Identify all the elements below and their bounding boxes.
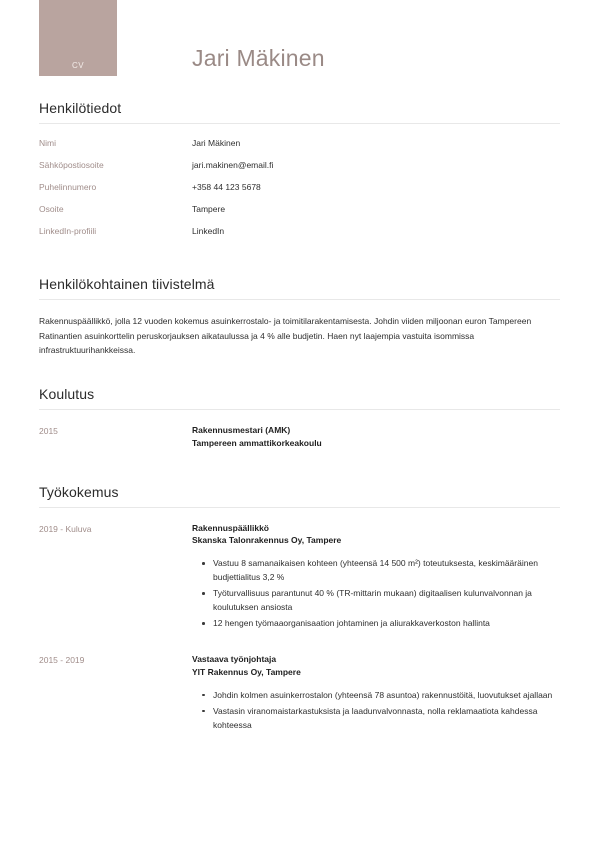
- entry-bullet-list: [192, 556, 560, 630]
- section-divider: [39, 507, 560, 508]
- entry-date: 2015 - 2019: [39, 655, 85, 666]
- entry-date: 2015: [39, 426, 58, 437]
- section-summary: [0, 276, 600, 358]
- detail-row: [39, 204, 560, 215]
- entry-organization: YIT Rakennus Oy, Tampere: [192, 666, 301, 677]
- detail-label-linkedin: LinkedIn-profiili: [39, 226, 97, 237]
- photo-placeholder-label: CV: [72, 61, 84, 70]
- section-divider: [39, 123, 560, 124]
- section-title-personal: Henkilötiedot: [39, 100, 122, 116]
- entry-body: [192, 522, 560, 633]
- section-title-education: Koulutus: [39, 386, 95, 403]
- spacer: [0, 456, 600, 484]
- section-title-experience: Työkokemus: [39, 483, 119, 500]
- detail-value-address: Tampere: [192, 204, 226, 215]
- detail-label-email: Sähköpostiosoite: [39, 160, 104, 171]
- detail-row: [39, 182, 560, 193]
- entry-title: Rakennuspäällikkö: [192, 522, 270, 533]
- section-education: [0, 386, 600, 450]
- detail-row: [39, 160, 560, 171]
- entry-bullet: 12 hengen työmaaorganisaation johtaminen ja aliurakkaverkoston hallinta: [213, 616, 560, 630]
- detail-value-name: Jari Mäkinen: [192, 138, 241, 148]
- entry-bullet: Johdin kolmen asuinkerrostalon (yhteensä 78 asuntoa) rakennustöitä, luovutukset ajallaan: [213, 688, 560, 702]
- entry-bullet: Vastasin viranomaistarkastuksista ja laadunvalvonnasta, nolla reklamaatiota kahdessa kohteessa: [213, 704, 560, 732]
- education-entry: [39, 424, 560, 450]
- section-divider: [39, 409, 560, 410]
- detail-row: [39, 138, 560, 149]
- spacer: [0, 248, 600, 276]
- entry-body: [192, 424, 560, 450]
- detail-row: [39, 226, 560, 237]
- section-title-summary: Henkilökohtainen tiivistelmä: [39, 276, 215, 293]
- summary-text: Rakennuspäällikkö, jolla 12 vuoden kokemus asuinkerrostalo- ja toimitilarakentamisesta. Johdin viiden miljoonan euron Tampereen Ratinantien asuinkorttelin peruskorjauksen aikataulussa ja 4 % alle budjetin. Haen nyt laajempia vastuita isommissa infrastruktuurihankkeissa.: [39, 316, 532, 356]
- section-personal-details: [0, 100, 600, 237]
- spacer: [0, 358, 600, 386]
- photo-placeholder[interactable]: [39, 0, 117, 76]
- section-divider: [39, 299, 560, 300]
- entry-organization: Skanska Talonrakennus Oy, Tampere: [192, 535, 342, 546]
- page-title: Jari Mäkinen: [192, 45, 325, 71]
- cv-header: [0, 0, 600, 100]
- spacer: [39, 638, 560, 653]
- detail-value-linkedin[interactable]: LinkedIn: [192, 226, 225, 237]
- detail-label-name: Nimi: [39, 138, 56, 148]
- entry-title: Vastaava työnjohtaja: [192, 654, 277, 665]
- entry-bullet: Työturvallisuus parantunut 40 % (TR-mittarin mukaan) digitaalisen kulunvalvonnan ja koulutuksen ansiosta: [213, 586, 560, 614]
- entry-bullet: Vastuu 8 samanaikaisen kohteen (yhteensä 14 500 m²) toteutuksesta, keskimääräinen budjettialitus 3,2 %: [213, 556, 560, 584]
- experience-entry: [39, 653, 560, 734]
- entry-title: Rakennusmestari (AMK): [192, 425, 291, 436]
- entry-bullet-list: [192, 688, 560, 732]
- detail-value-phone: +358 44 123 5678: [192, 182, 261, 193]
- detail-label-phone: Puhelinnumero: [39, 182, 97, 193]
- entry-body: [192, 653, 560, 734]
- section-experience: [0, 484, 600, 734]
- detail-value-email: jari.makinen@email.fi: [192, 160, 274, 171]
- detail-label-address: Osoite: [39, 204, 64, 215]
- experience-entry: [39, 522, 560, 633]
- entry-date: 2019 - Kuluva: [39, 523, 92, 534]
- entry-organization: Tampereen ammattikorkeakoulu: [192, 437, 322, 448]
